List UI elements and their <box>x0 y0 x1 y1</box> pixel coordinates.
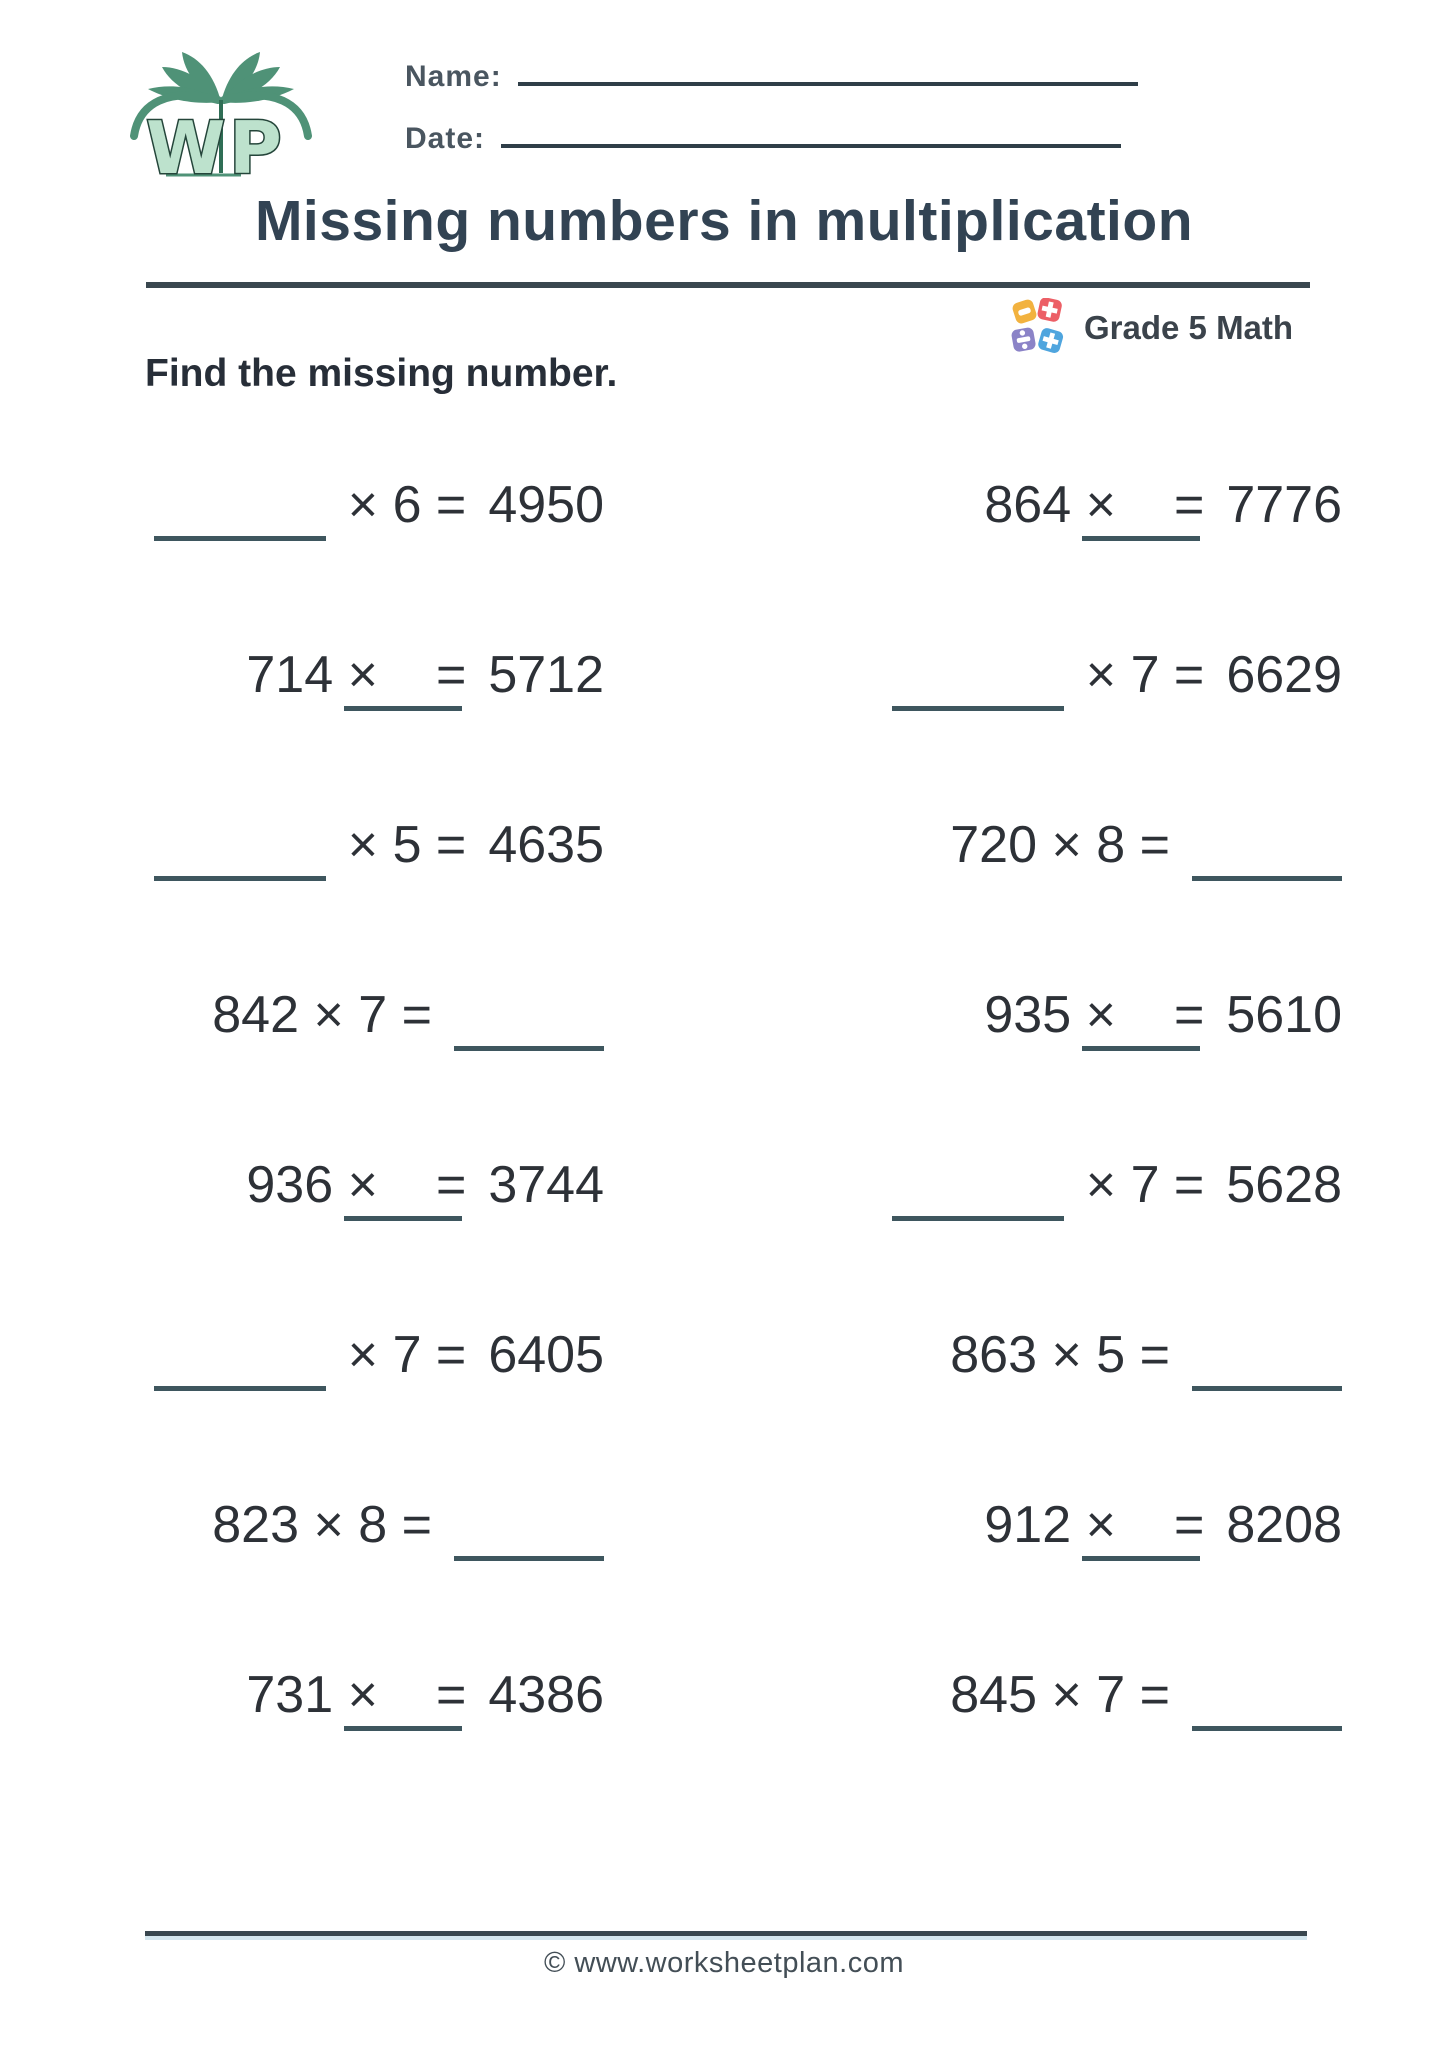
equation-text: 845 × 7 = <box>950 1666 1170 1724</box>
problem-row <box>0 590 724 760</box>
equation-text: 823 × 8 = <box>212 1496 432 1554</box>
problem-row <box>0 760 724 930</box>
header-fields <box>405 52 1138 176</box>
problem-row <box>724 420 1448 590</box>
equation-text: 7776 <box>1226 476 1342 534</box>
equation-text: 731 × <box>246 1666 378 1724</box>
equation-text: 4950 <box>488 476 604 534</box>
answer-blank[interactable] <box>454 1490 604 1561</box>
equation-text: 842 × 7 = <box>212 986 432 1044</box>
equation-text: = <box>435 646 467 704</box>
equation-text: 3744 <box>488 1156 604 1214</box>
answer-blank[interactable] <box>892 640 1064 711</box>
problem-row <box>724 1440 1448 1610</box>
answer-blank[interactable] <box>454 980 604 1051</box>
equation-text: 5712 <box>488 646 604 704</box>
problem-row <box>724 1610 1448 1780</box>
worksheetplan-logo-icon <box>126 42 316 182</box>
equation-text: = <box>435 1666 467 1724</box>
equation-text: 6405 <box>488 1326 604 1384</box>
equation-text: 4635 <box>488 816 604 874</box>
problem-row <box>724 590 1448 760</box>
problem-row <box>724 760 1448 930</box>
equation-text: = <box>1173 476 1205 534</box>
date-input-line[interactable] <box>501 114 1121 148</box>
equation-text: × 7 = <box>1085 1156 1205 1214</box>
date-label: Date: <box>405 122 486 155</box>
equation-text: 714 × <box>246 646 378 704</box>
equation-text: 936 × <box>246 1156 378 1214</box>
problem-row <box>724 1270 1448 1440</box>
name-label: Name: <box>405 60 502 93</box>
problem-row <box>0 1610 724 1780</box>
equation-text: × 7 = <box>347 1326 467 1384</box>
problem-row <box>0 930 724 1100</box>
equation-text: × 5 = <box>347 816 467 874</box>
grade-badge <box>1010 298 1293 358</box>
equation-text: = <box>435 1156 467 1214</box>
page-title: Missing numbers in multiplication <box>254 189 1194 253</box>
equation-text: = <box>1173 986 1205 1044</box>
problem-row <box>0 1440 724 1610</box>
equation-text: 4386 <box>488 1666 604 1724</box>
equation-text: 863 × 5 = <box>950 1326 1170 1384</box>
problem-row <box>724 1100 1448 1270</box>
title-divider <box>146 282 1310 288</box>
name-input-line[interactable] <box>518 52 1138 86</box>
math-tiles-icon <box>1010 298 1070 358</box>
problems-column-right <box>724 420 1448 1780</box>
equation-text: 6629 <box>1226 646 1342 704</box>
problem-row <box>724 930 1448 1100</box>
instruction-text: Find the missing number. <box>145 352 618 395</box>
answer-blank[interactable] <box>154 810 326 881</box>
equation-text: 8208 <box>1226 1496 1342 1554</box>
equation-text: 5628 <box>1226 1156 1342 1214</box>
problem-row <box>0 420 724 590</box>
footer-copyright: © www.worksheetplan.com <box>543 1947 905 1979</box>
svg-text:P: P <box>229 106 282 182</box>
equation-text: 935 × <box>984 986 1116 1044</box>
equation-text: × 6 = <box>347 476 467 534</box>
problems-column-left <box>0 420 724 1780</box>
answer-blank[interactable] <box>154 470 326 541</box>
equation-text: 720 × 8 = <box>950 816 1170 874</box>
equation-text: = <box>1173 1496 1205 1554</box>
problem-row <box>0 1270 724 1440</box>
grade-badge-label: Grade 5 Math <box>1084 309 1294 346</box>
answer-blank[interactable] <box>1192 1320 1342 1391</box>
answer-blank[interactable] <box>154 1320 326 1391</box>
equation-text: × 7 = <box>1085 646 1205 704</box>
footer-divider <box>145 1931 1307 1936</box>
answer-blank[interactable] <box>892 1150 1064 1221</box>
problem-row <box>0 1100 724 1270</box>
equation-text: 864 × <box>984 476 1116 534</box>
answer-blank[interactable] <box>1192 1660 1342 1731</box>
answer-blank[interactable] <box>1192 810 1342 881</box>
equation-text: 912 × <box>984 1496 1116 1554</box>
equation-text: 5610 <box>1226 986 1342 1044</box>
svg-text:W: W <box>146 106 226 182</box>
